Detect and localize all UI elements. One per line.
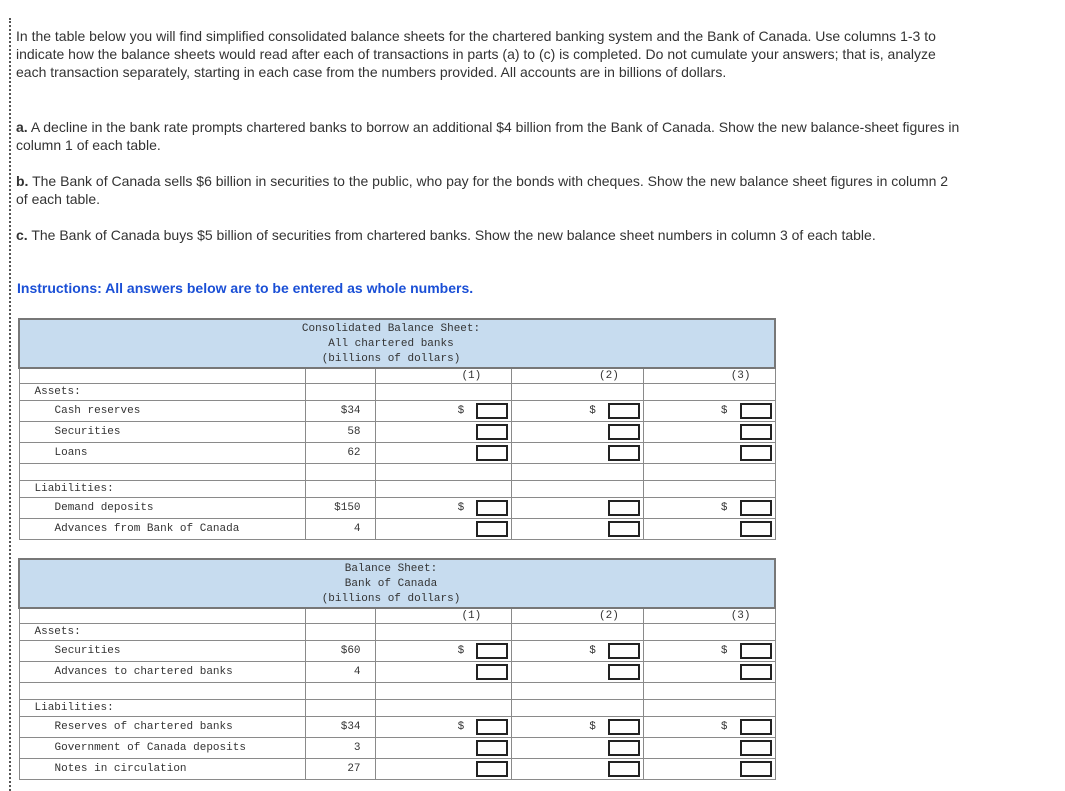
row-label: Securities [19,641,306,662]
chartered-banks-balance-sheet [18,318,776,540]
answer-input[interactable] [608,761,640,777]
answer-input[interactable] [476,740,508,756]
intro-paragraph: In the table below you will find simplified consolidated balance sheets for the chartered banking system and the Bank of Canada. Use columns 1-3 to indicate how the balance sheets would read after each of transactions in parts (a) to (c) is completed. Do not cumulate your answers; that is, analyze each transaction separately, starting in each case from the numbers provided. All accounts are in billions of dollars. [16,28,936,80]
answer-input[interactable] [740,424,772,440]
part-c [16,226,961,244]
answer-input[interactable] [608,424,640,440]
row-label: Notes in circulation [19,759,306,780]
part-b-text: The Bank of Canada sells $6 billion in securities to the public, who pay for the bonds with cheques. Show the new balance sheet figures in column 2 of each table. [16,173,949,207]
dollar-sign: $ [720,405,728,417]
title-line: (billions of dollars) [321,353,461,365]
dollar-sign: $ [589,645,596,657]
answer-input[interactable] [476,664,508,680]
base-value: 62 [305,443,375,464]
column-header-2: (2) [512,368,644,384]
table-row [19,443,775,464]
dollar-sign: $ [457,645,465,657]
table-row [19,662,775,683]
part-b-label: b. [16,173,29,189]
part-c-label: c. [16,227,28,243]
answer-input[interactable] [740,719,772,735]
row-label: Demand deposits [19,498,305,519]
table-row [19,738,775,759]
assets-heading: Assets: [19,384,305,401]
table-row [19,422,775,443]
dollar-sign: $ [457,502,465,514]
answer-input[interactable] [740,664,772,680]
answer-input[interactable] [740,643,772,659]
dollar-sign: $ [589,405,596,417]
title-line: All chartered banks [328,338,454,350]
column-header-row [19,608,775,624]
table-row [19,700,775,717]
table-row [19,641,775,662]
answer-input[interactable] [740,521,772,537]
answer-input[interactable] [608,521,640,537]
answer-input[interactable] [608,643,640,659]
part-a-label: a. [16,119,28,135]
spacer-row [19,464,775,481]
base-value: 3 [306,738,375,759]
table-row [19,498,775,519]
dollar-sign: $ [589,721,596,733]
row-label: Government of Canada deposits [19,738,306,759]
column-header-1: (1) [375,608,512,624]
table-row [19,717,775,738]
answer-input[interactable] [476,521,508,537]
base-value: 4 [306,662,375,683]
base-value: 4 [305,519,375,540]
title-line: Bank of Canada [344,578,438,590]
answer-input[interactable] [608,500,640,516]
answer-input[interactable] [476,643,508,659]
row-label: Advances from Bank of Canada [19,519,305,540]
table-row [19,519,775,540]
base-value: $34 [305,401,375,422]
row-label: Advances to chartered banks [19,662,306,683]
dollar-sign: $ [720,721,728,733]
row-label: Cash reserves [19,401,305,422]
dollar-sign: $ [457,405,465,417]
base-value: 58 [305,422,375,443]
row-label: Reserves of chartered banks [19,717,306,738]
bank-of-canada-balance-sheet [18,558,776,780]
title-line: Consolidated Balance Sheet: [301,323,481,335]
part-b [16,172,961,208]
instructions-text: Instructions: All answers below are to be entered as whole numbers. [17,280,474,296]
table-title-row [19,559,775,608]
column-header-1: (1) [375,368,512,384]
answer-input[interactable] [476,424,508,440]
table-row [19,401,775,422]
column-header-2: (2) [512,608,644,624]
column-header-row [19,368,775,384]
part-c-text: The Bank of Canada buys $5 billion of securities from chartered banks. Show the new balance sheet numbers in column 3 of each table. [31,227,876,243]
base-value: $60 [306,641,375,662]
base-value: 27 [306,759,375,780]
row-label: Securities [19,422,305,443]
answer-input[interactable] [740,740,772,756]
dollar-sign: $ [720,645,728,657]
answer-input[interactable] [608,664,640,680]
liabilities-heading: Liabilities: [19,481,305,498]
answer-input[interactable] [608,719,640,735]
liabilities-heading: Liabilities: [19,700,306,717]
answer-input[interactable] [740,761,772,777]
table-title-row [19,319,775,368]
answer-input[interactable] [608,445,640,461]
left-dotted-border [9,18,11,791]
dollar-sign: $ [720,502,728,514]
dollar-sign: $ [457,721,465,733]
column-header-3: (3) [643,368,775,384]
answer-input[interactable] [476,445,508,461]
answer-input[interactable] [740,403,772,419]
title-line: (billions of dollars) [321,593,461,605]
answer-input[interactable] [740,445,772,461]
answer-input[interactable] [476,761,508,777]
title-line: Balance Sheet: [344,563,438,575]
table-row [19,759,775,780]
answer-input[interactable] [476,500,508,516]
table-title [19,319,775,368]
table-title [19,559,775,608]
row-label: Loans [19,443,305,464]
base-value: $34 [306,717,375,738]
answer-input[interactable] [476,719,508,735]
answer-input[interactable] [608,740,640,756]
answer-input[interactable] [608,403,640,419]
part-a-text: A decline in the bank rate prompts chartered banks to borrow an additional $4 billion from the Bank of Canada. Show the new balance-sheet figures in column 1 of each table. [16,119,960,153]
table-row [19,624,775,641]
assets-heading: Assets: [19,624,306,641]
column-header-3: (3) [643,608,775,624]
answer-input[interactable] [740,500,772,516]
answer-input[interactable] [476,403,508,419]
table-row [19,384,775,401]
table-row [19,481,775,498]
base-value: $150 [305,498,375,519]
spacer-row [19,683,775,700]
part-a [16,118,961,154]
